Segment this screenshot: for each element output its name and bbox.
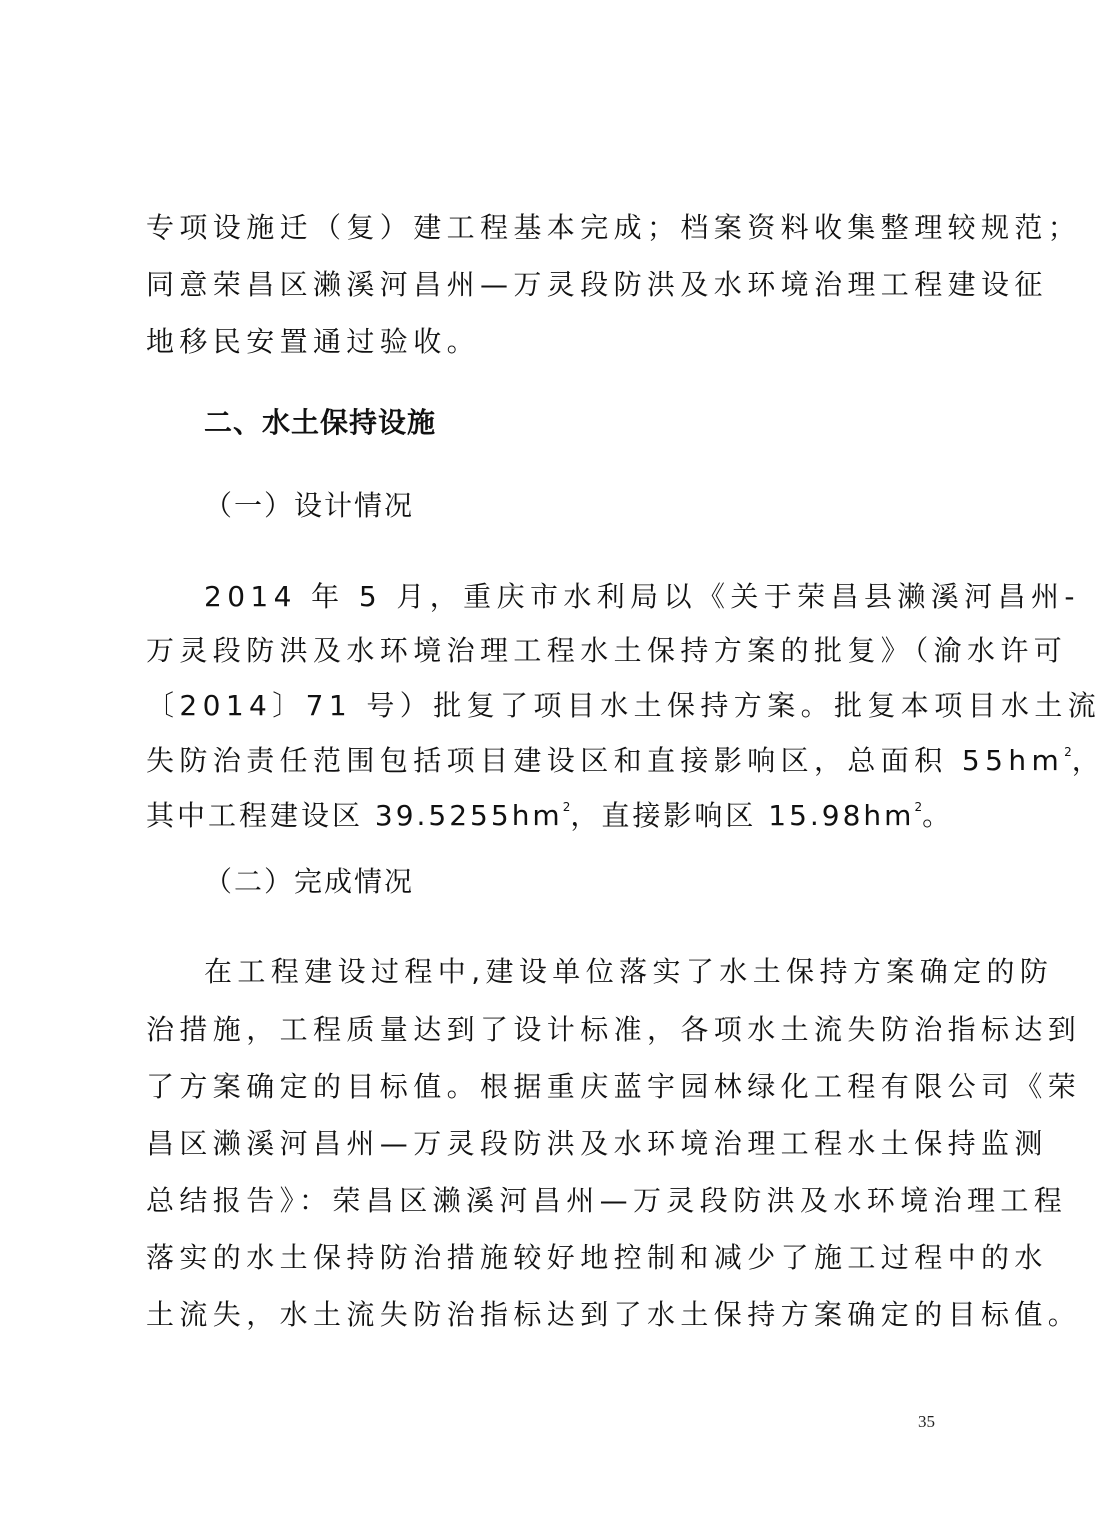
paragraph-line: 在工程建设过程中,建设单位落实了水土保持方案确定的防 — [204, 955, 1054, 988]
paragraph-line: 了方案确定的目标值。根据重庆蓝宇园林绿化工程有限公司《荣 — [146, 1070, 1082, 1103]
line-text: 失防治责任范围包括项目建设区和直接影响区，总面积 55hm — [146, 744, 1065, 777]
paragraph-line: 总结报告》：荣昌区濑溪河昌州—万灵段防洪及水环境治理工程 — [146, 1184, 1068, 1217]
section-heading: 二、水土保持设施 — [204, 406, 437, 439]
subsection-heading-design: （一）设计情况 — [204, 489, 415, 522]
paragraph-line: 治措施，工程质量达到了设计标准，各项水土流失防治指标达到 — [146, 1013, 1082, 1046]
paragraph-line: 〔2014〕71 号）批复了项目水土保持方案。批复本项目水土流 — [146, 689, 1102, 722]
line-text: ，直接影响区 15.98hm — [570, 799, 915, 832]
paragraph-line: 万灵段防洪及水环境治理工程水土保持方案的批复》（渝水许可 — [146, 634, 1068, 667]
paragraph-line: 2014 年 5 月，重庆市水利局以《关于荣昌县濑溪河昌州- — [204, 580, 1080, 613]
paragraph-line: 同意荣昌区濑溪河昌州—万灵段防洪及水环境治理工程建设征 — [146, 268, 1048, 301]
page-number: 35 — [918, 1412, 935, 1431]
subsection-heading-completion: （二）完成情况 — [204, 865, 415, 898]
paragraph-line: 地移民安置通过验收。 — [146, 325, 481, 358]
superscript: 2 — [562, 800, 571, 814]
superscript: 2 — [914, 800, 923, 814]
line-tail: ， — [1071, 744, 1105, 777]
paragraph-line: 落实的水土保持防治措施较好地控制和减少了施工过程中的水 — [146, 1241, 1048, 1274]
paragraph-line — [146, 741, 1105, 781]
paragraph-line — [146, 796, 954, 836]
superscript: 2 — [1064, 745, 1072, 759]
paragraph-line: 土流失，水土流失防治指标达到了水土保持方案确定的目标值。 — [146, 1298, 1082, 1331]
line-text: 其中工程建设区 39.5255hm — [146, 799, 563, 832]
paragraph-line: 昌区濑溪河昌州—万灵段防洪及水环境治理工程水土保持监测 — [146, 1127, 1048, 1160]
paragraph-line: 专项设施迁（复）建工程基本完成；档案资料收集整理较规范； — [146, 211, 1082, 244]
line-tail: 。 — [922, 799, 954, 832]
